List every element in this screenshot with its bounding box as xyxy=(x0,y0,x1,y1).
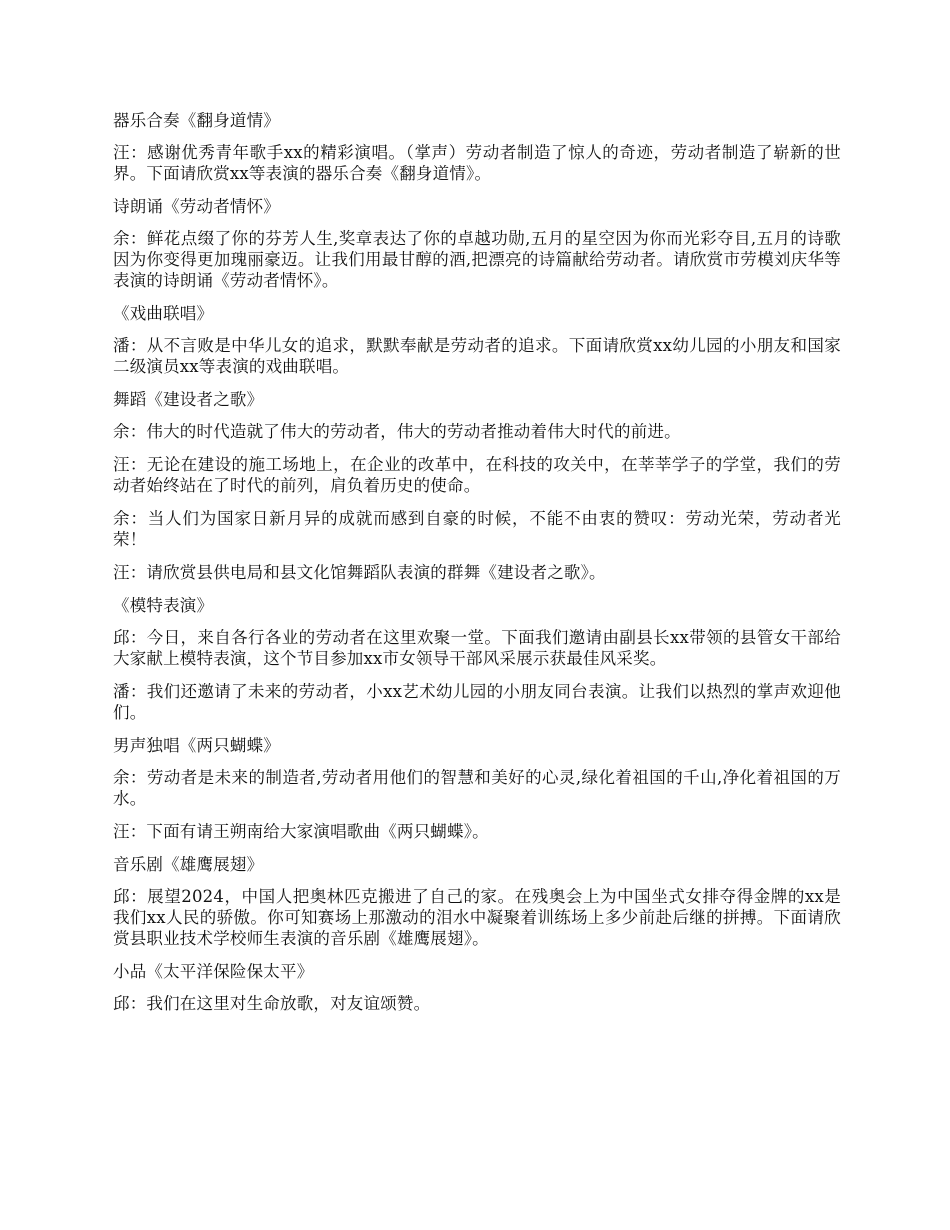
host-speech: 汪：下面有请王朔南给大家演唱歌曲《两只蝴蝶》。 xyxy=(113,822,489,841)
host-speech: 余：当人们为国家日新月异的成就而感到自豪的时候，不能不由衷的赞叹：劳动光荣，劳动者光荣！ xyxy=(113,509,841,549)
host-speech: 汪：无论在建设的施工场地上，在企业的改革中，在科技的攻关中，在莘莘学子的学堂，我们的劳动者始终站在了时代的前列，肩负着历史的使命。 xyxy=(113,455,841,495)
host-speech: 邱：我们在这里对生命放歌，对友谊颂赞。 xyxy=(113,994,431,1013)
program-title: 小品《太平洋保险保太平》 xyxy=(113,962,314,981)
host-speech: 余：劳动者是未来的制造者,劳动者用他们的智慧和美好的心灵,绿化着祖国的千山,净化着祖国的万水。 xyxy=(113,768,841,808)
document-body xyxy=(113,110,841,1026)
host-speech: 余：伟大的时代造就了伟大的劳动者，伟大的劳动者推动着伟大时代的前进。 xyxy=(113,422,681,441)
host-speech: 汪：感谢优秀青年歌手xx的精彩演唱。（掌声）劳动者制造了惊人的奇迹，劳动者制造了崭新的世界。下面请欣赏xx等表演的器乐合奏《翻身道情》。 xyxy=(113,143,841,183)
program-title: 男声独唱《两只蝴蝶》 xyxy=(113,736,280,755)
host-speech: 潘：我们还邀请了未来的劳动者，小xx艺术幼儿园的小朋友同台表演。让我们以热烈的掌声欢迎他们。 xyxy=(113,682,841,722)
program-title: 舞蹈《建设者之歌》 xyxy=(113,390,264,409)
host-speech: 汪：请欣赏县供电局和县文化馆舞蹈队表演的群舞《建设者之歌》。 xyxy=(113,563,606,582)
host-speech: 余：鲜花点缀了你的芬芳人生,奖章表达了你的卓越功勋,五月的星空因为你而光彩夺目,五月的诗歌因为你变得更加瑰丽豪迈。让我们用最甘醇的酒,把漂亮的诗篇献给劳动者。请欣赏市劳模刘庆华等表演的诗朗诵《劳动者情怀》。 xyxy=(113,229,841,290)
program-title: 器乐合奏《翻身道情》 xyxy=(113,111,280,130)
host-speech: 邱：今日，来自各行各业的劳动者在这里欢聚一堂。下面我们邀请由副县长xx带领的县管女干部给大家献上模特表演，这个节目参加xx市女领导干部风采展示获最佳风采奖。 xyxy=(113,628,841,668)
program-title: 诗朗诵《劳动者情怀》 xyxy=(113,197,280,216)
program-title: 《模特表演》 xyxy=(113,596,214,615)
program-title: 《戏曲联唱》 xyxy=(113,304,214,323)
program-title: 音乐剧《雄鹰展翅》 xyxy=(113,855,264,874)
host-speech: 邱：展望2024，中国人把奥林匹克搬进了自己的家。在残奥会上为中国坐式女排夺得金牌的xx是我们xx人民的骄傲。你可知赛场上那激动的泪水中凝聚着训练场上多少前赴后继的拼搏。下面请欣赏县职业技术学校师生表演的音乐剧《雄鹰展翅》。 xyxy=(113,887,841,948)
host-speech: 潘：从不言败是中华儿女的追求，默默奉献是劳动者的追求。下面请欣赏xx幼儿园的小朋友和国家二级演员xx等表演的戏曲联唱。 xyxy=(113,336,841,376)
